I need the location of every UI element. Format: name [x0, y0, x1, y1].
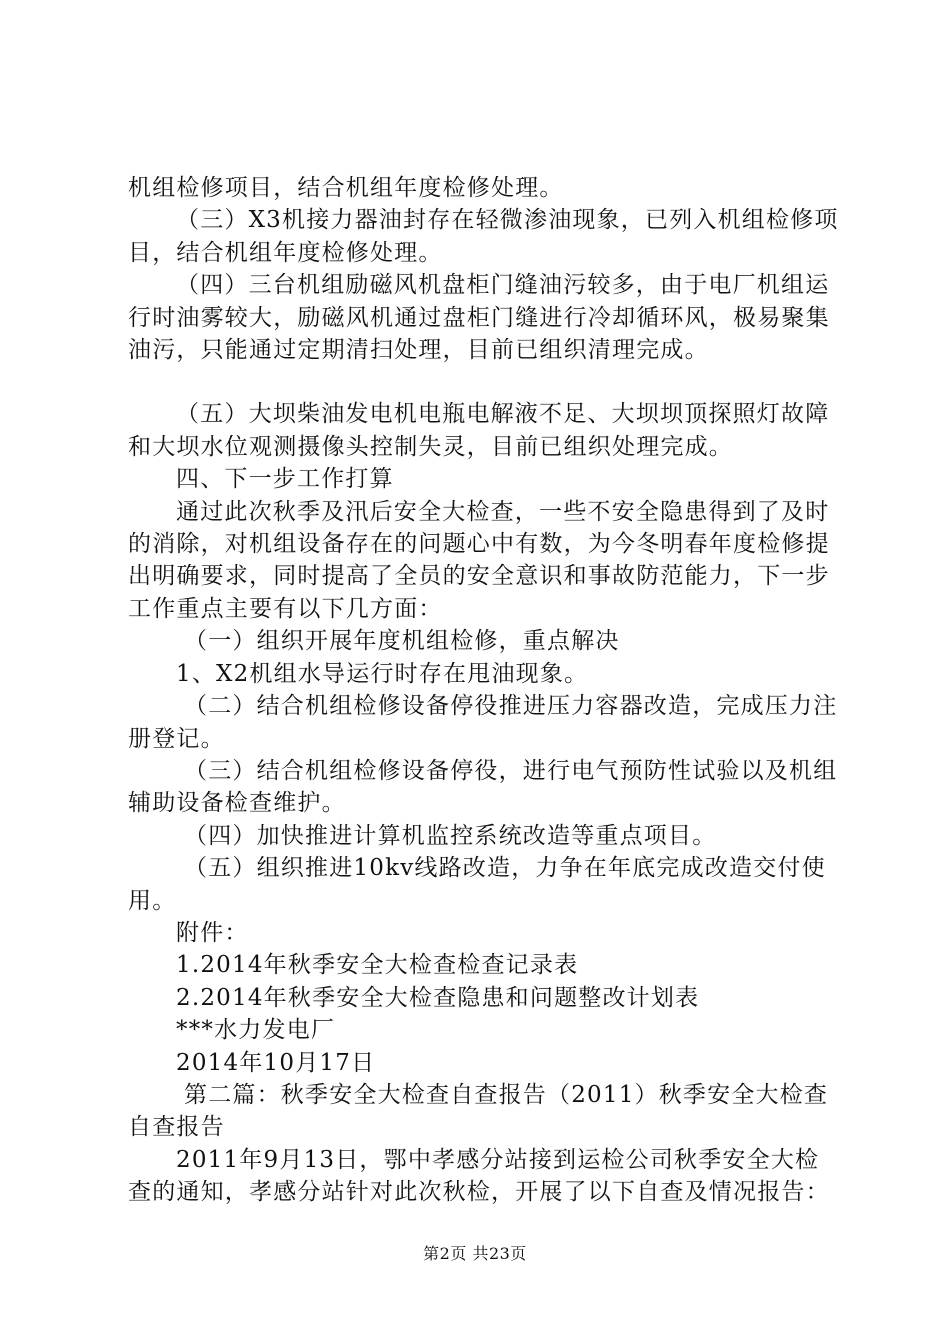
attachments-heading: 附件： — [176, 919, 249, 946]
paragraph-item-4: （四）三台机组励磁风机盘柜门缝油污较多，由于电厂机组运行时油雾较大，励磁风机通过盘柜门缝进行冷却循环风，极易聚集油污，只能通过定期清扫处理，目前已组织清理完成。 — [128, 272, 830, 364]
plan-subitem-1: 1、X2机组水导运行时存在甩油现象。 — [176, 660, 589, 687]
paragraph-continuation: 机组检修项目，结合机组年度检修处理。 — [128, 175, 564, 201]
plan-item-3: （三）结合机组检修设备停役，进行电气预防性试验以及机组辅助设备检查维护。 — [128, 757, 838, 817]
attachment-item-2: 2.2014年秋季安全大检查隐患和问题整改计划表 — [176, 984, 700, 1011]
paragraph-next-steps-intro: 通过此次秋季及汛后安全大检查，一些不安全隐患得到了及时的消除，对机组设备存在的问题心中有数，为今冬明春年度检修提出明确要求，同时提高了全员的安全意识和事故防范能力，下一步工作重点主要有以下几方面： — [128, 498, 830, 622]
plan-item-2: （二）结合机组检修设备停役推进压力容器改造，完成压力注册登记。 — [128, 693, 838, 752]
document-body — [128, 172, 840, 1209]
signature-org: ***水力发电厂 — [176, 1017, 336, 1044]
plan-item-1: （一）组织开展年度机组检修，重点解决 — [184, 628, 620, 655]
page-footer: 第2页 共23页 — [423, 1244, 527, 1263]
second-article-intro: 2011年9月13日，鄂中孝感分站接到运检公司秋季安全大检查的通知，孝感分站针对此次秋检，开展了以下自查及情况报告： — [128, 1146, 830, 1206]
plan-item-5: （五）组织推进10kv线路改造，力争在年底完成改造交付使用。 — [128, 855, 826, 914]
paragraph-item-5: （五）大坝柴油发电机电瓶电解液不足、大坝坝顶探照灯故障和大坝水位观测摄像头控制失灵，目前已组织处理完成。 — [128, 401, 830, 460]
paragraph-gap — [128, 366, 840, 398]
plan-item-4: （四）加快推进计算机监控系统改造等重点项目。 — [184, 822, 717, 849]
second-article-title: 第二篇：秋季安全大检查自查报告（2011）秋季安全大检查自查报告 — [128, 1081, 829, 1141]
section-heading-next-steps: 四、下一步工作打算 — [176, 466, 394, 493]
attachment-item-1: 1.2014年秋季安全大检查检查记录表 — [176, 952, 579, 979]
signature-date: 2014年10月17日 — [176, 1049, 376, 1076]
paragraph-item-3: （三）X3机接力器油封存在轻微渗油现象，已列入机组检修项目，结合机组年度检修处理。 — [128, 207, 839, 266]
